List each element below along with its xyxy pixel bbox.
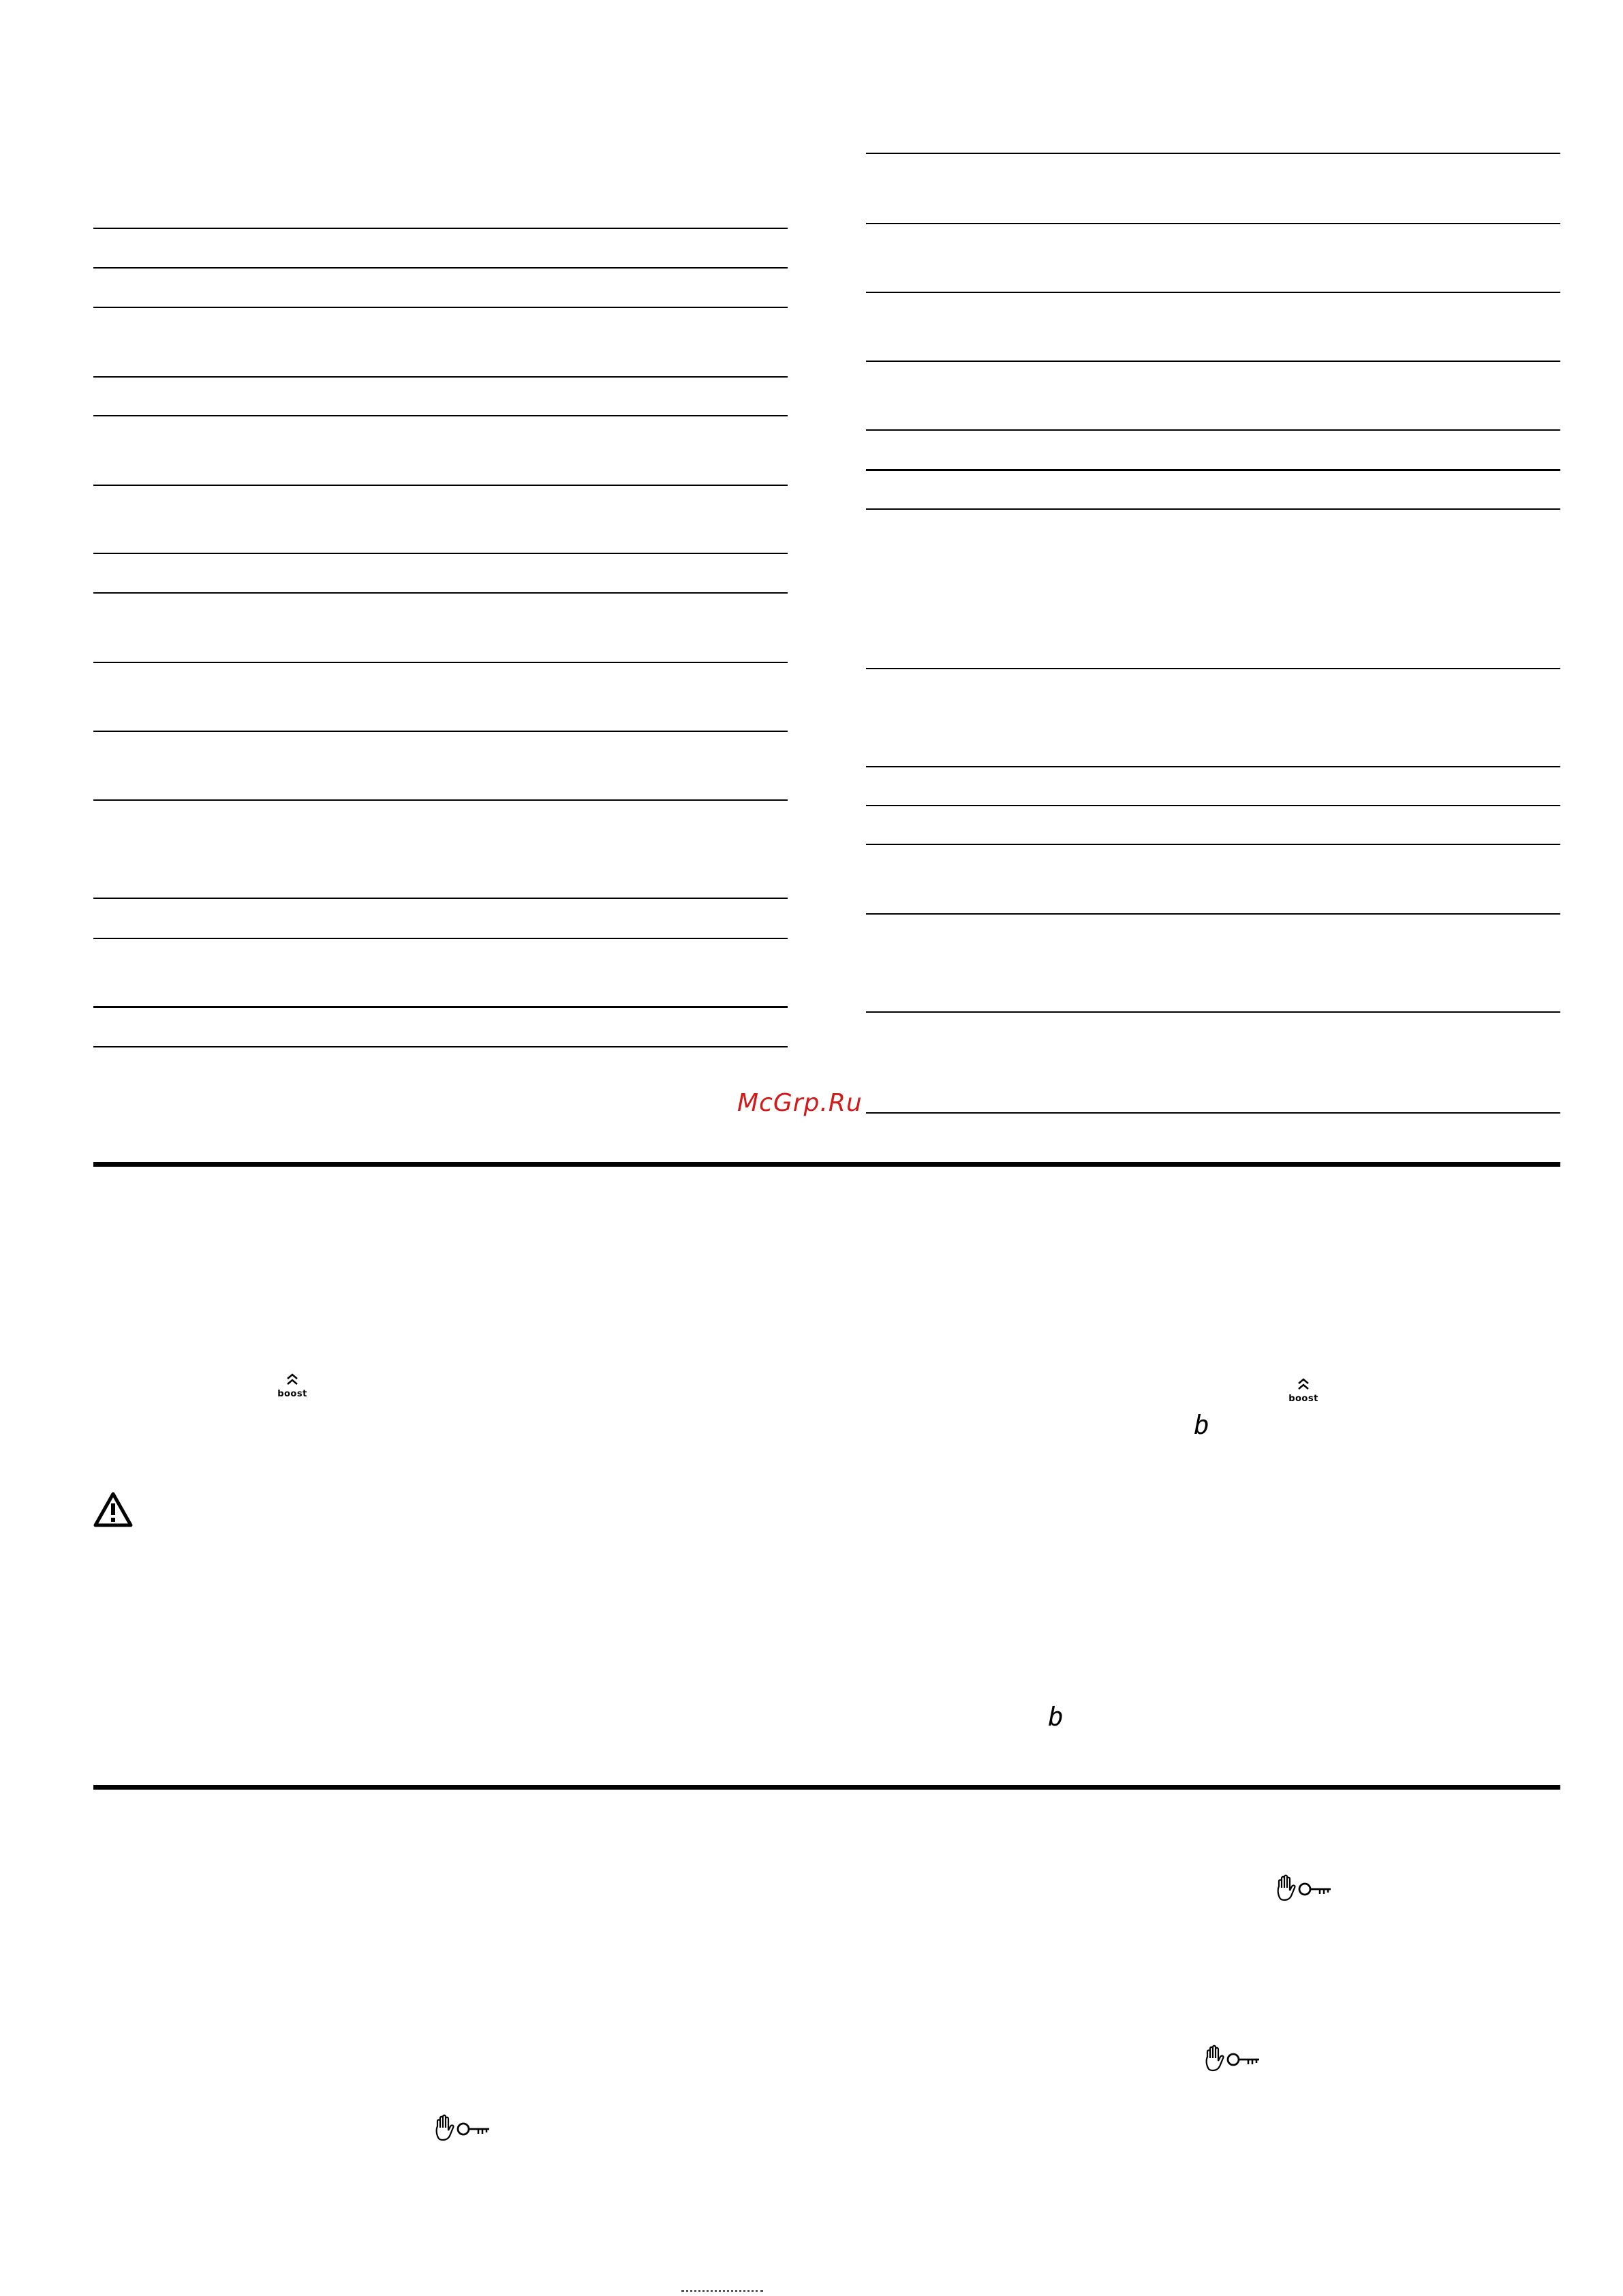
segment-display-b-icon bbox=[1191, 1409, 1214, 1439]
right-table-rule bbox=[866, 361, 1560, 362]
right-table-rule bbox=[866, 766, 1560, 767]
right-table-rule bbox=[866, 913, 1560, 915]
right-table-rule bbox=[866, 223, 1560, 224]
right-table-rule bbox=[866, 805, 1560, 806]
right-table-rule bbox=[866, 1112, 1560, 1114]
child-lock-icon bbox=[1275, 1874, 1336, 1904]
right-table-rule bbox=[866, 844, 1560, 845]
boost-icon bbox=[275, 1370, 309, 1400]
boost-icon-label: boost bbox=[1288, 1394, 1318, 1404]
warning-triangle-icon bbox=[93, 1491, 134, 1528]
boost-icon bbox=[1286, 1375, 1320, 1405]
right-table-rule bbox=[866, 292, 1560, 293]
left-table-rule bbox=[93, 415, 788, 416]
right-table-rule bbox=[866, 1011, 1560, 1013]
section-divider bbox=[93, 1785, 1560, 1790]
segment-display-glyph: b bbox=[1048, 1702, 1064, 1731]
left-table-rule bbox=[93, 938, 788, 939]
right-table-rule bbox=[866, 668, 1560, 669]
boost-icon-label: boost bbox=[277, 1389, 307, 1399]
segment-display-b-icon bbox=[1045, 1701, 1068, 1731]
left-table-rule bbox=[93, 731, 788, 732]
watermark-text: McGrp.Ru bbox=[737, 1089, 863, 1117]
left-table-rule bbox=[93, 553, 788, 554]
left-table-rule bbox=[93, 662, 788, 663]
footer-remnant bbox=[681, 2290, 763, 2295]
child-lock-icon bbox=[433, 2114, 495, 2144]
left-table-rule bbox=[93, 898, 788, 899]
left-table-rule bbox=[93, 307, 788, 308]
right-table-rule bbox=[866, 469, 1560, 471]
left-table-rule bbox=[93, 267, 788, 269]
segment-display-glyph: b bbox=[1194, 1410, 1209, 1439]
left-table-rule bbox=[93, 1046, 788, 1047]
right-table-rule bbox=[866, 508, 1560, 510]
left-table-rule bbox=[93, 228, 788, 229]
left-table-rule bbox=[93, 1006, 788, 1008]
right-table-rule bbox=[866, 429, 1560, 431]
left-table-rule bbox=[93, 592, 788, 594]
left-table-rule bbox=[93, 799, 788, 801]
left-table-rule bbox=[93, 485, 788, 486]
right-table-rule bbox=[866, 153, 1560, 154]
left-table-rule bbox=[93, 376, 788, 378]
child-lock-icon bbox=[1203, 2045, 1265, 2075]
section-divider bbox=[93, 1162, 1560, 1167]
